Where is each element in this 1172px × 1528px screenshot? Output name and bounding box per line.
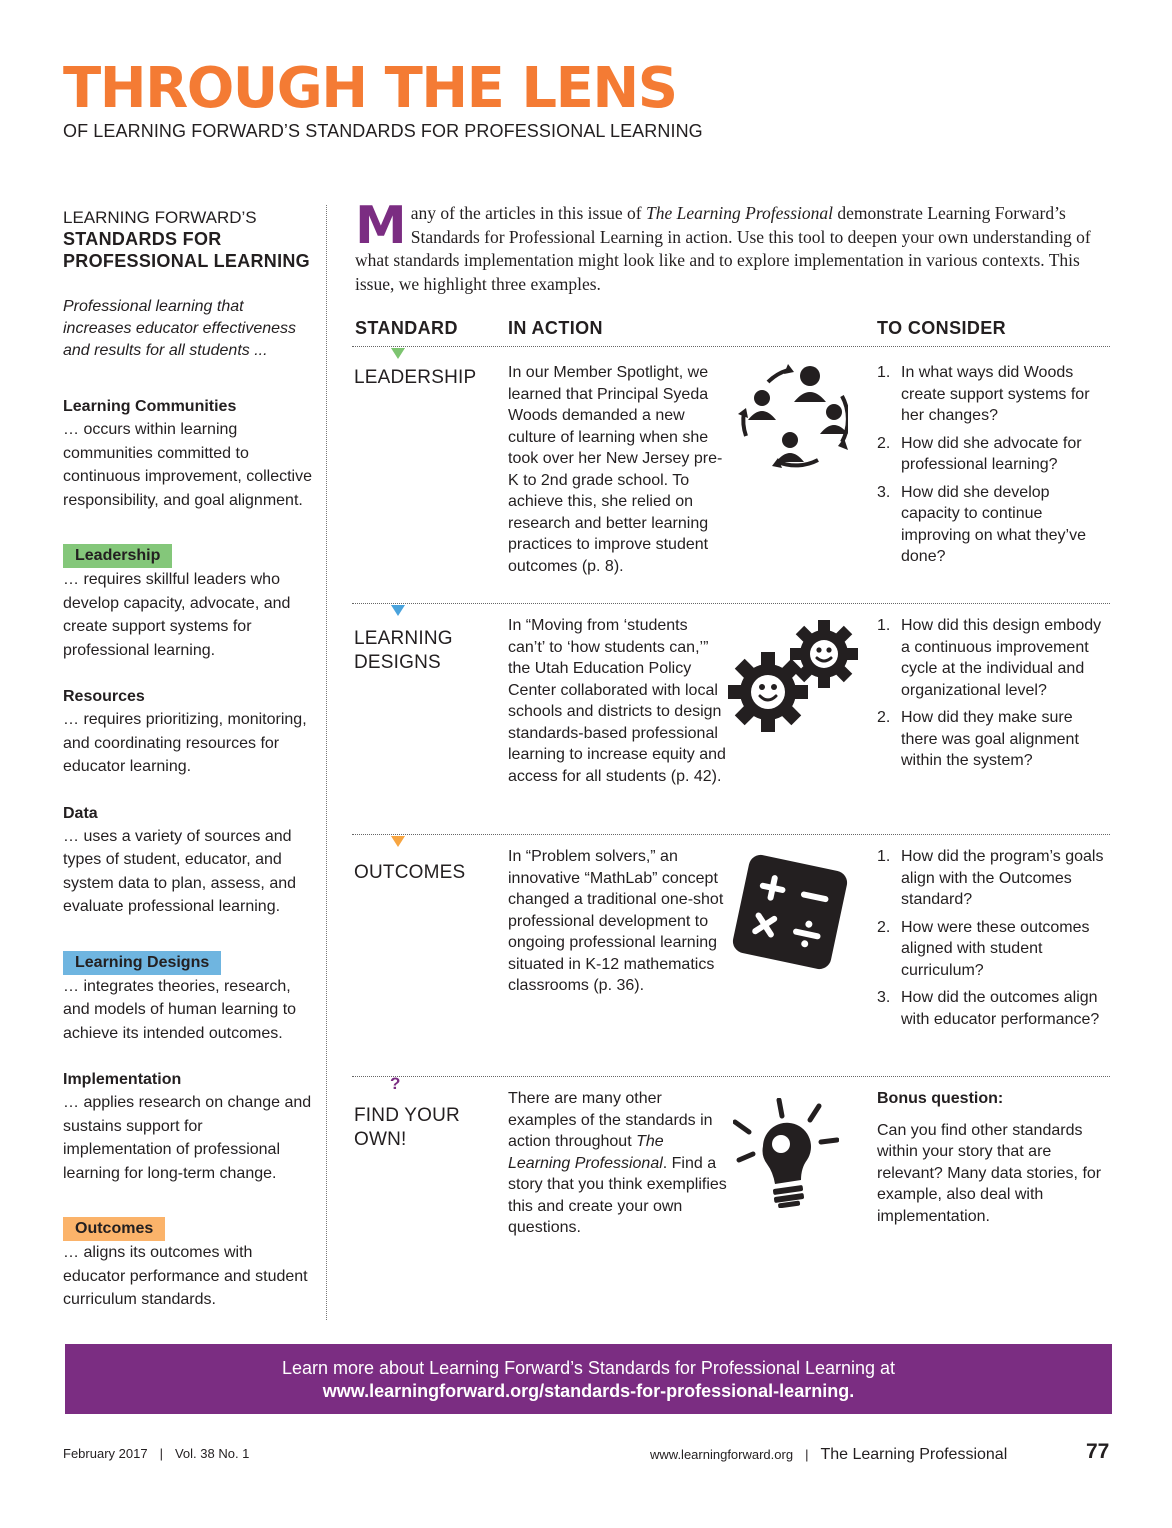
drop-cap: M (355, 196, 407, 256)
banner-text: Learn more about Learning Forward’s Standards for Professional Learning at (281, 1358, 896, 1378)
vertical-divider (326, 205, 327, 1320)
math-operations-icon (730, 852, 850, 977)
row-action-text: In “Moving from ‘students can’t’ to ‘how students can,’” the Utah Education Policy Center collaborated with local schools and districts to design standards-based professional learning to increase equity and access for all students (p. 42). (508, 617, 726, 785)
question-item: 2. How were these outcomes aligned with student curriculum? (877, 918, 1090, 979)
footer-date: February 2017 (63, 1446, 148, 1461)
lead-publication: The Learning Professional (645, 203, 833, 223)
standard-name-highlight: Leadership (63, 544, 172, 568)
footer-publication: The Learning Professional (820, 1446, 1008, 1463)
standard-name: Data (63, 804, 98, 822)
standard-name: Implementation (63, 1071, 182, 1088)
row-divider (352, 346, 1110, 347)
standard-leadership (63, 544, 315, 662)
bonus-question (877, 1088, 1107, 1227)
column-header-in-action: IN ACTION (508, 318, 603, 338)
row-action-text: In our Member Spotlight, we learned that Principal Syeda Woods demanded a new culture of learning when she took over her New Jersey pre-K to 2nd grade school. To achieve this, she relied on research and better learning practices to improve student outcomes (p. 8). (508, 364, 723, 575)
question-item: 1. How did this design embody a continuous improvement cycle at the individual and organizational level? (877, 617, 1102, 699)
standard-outcomes (63, 1217, 315, 1312)
question-item: 2. How did she advocate for professional learning? (877, 434, 1082, 473)
row-marker-triangle (391, 348, 405, 359)
gears-icon (728, 620, 858, 737)
lead-text-2: demonstrate Learning Forward’s Standards for Professional Learning in action. Use this tool to deepen your own understanding of what standards implementation might look like and to explore implementation in various contexts. This issue, we highlight three examples. (355, 203, 1091, 294)
people-cycle-icon (738, 362, 848, 473)
row-divider (352, 603, 1110, 604)
question-item: 1. How did the program’s goals align with the Outcomes standard? (877, 848, 1104, 908)
standard-name: Learning Communities (63, 398, 237, 415)
question-item: 3. How did the outcomes align with educator performance? (877, 989, 1100, 1028)
page-subtitle: OF LEARNING FORWARD’S STANDARDS FOR PROFESSIONAL LEARNING (63, 121, 703, 141)
standard-desc: … integrates theories, research, and models of human learning to achieve its intended outcomes. (63, 977, 297, 1042)
row-standard-find-your-own: FIND YOUR OWN! (354, 1105, 460, 1150)
row-marker-triangle (391, 605, 405, 616)
row-standard-learning-designs: LEARNING DESIGNS (354, 628, 453, 673)
sidebar-title-light: LEARNING FORWARD’S (63, 208, 257, 227)
standard-name-highlight: Learning Designs (63, 951, 221, 975)
column-header-to-consider: TO CONSIDER (877, 318, 1007, 338)
footer-url[interactable]: www.learningforward.org (650, 1447, 794, 1462)
sidebar-title-bold-2: PROFESSIONAL LEARNING (63, 251, 310, 271)
standard-desc: … requires skillful leaders who develop capacity, advocate, and create support systems for professional learning. (63, 571, 291, 659)
row-questions (877, 846, 1107, 1036)
sidebar-tagline: Professional learning that increases educator effectiveness and results for all students ... (63, 298, 297, 359)
page-title: THROUGH THE LENS (63, 56, 677, 121)
standard-resources (63, 686, 315, 779)
row-action-text: In “Problem solvers,” an innovative “MathLab” concept changed a traditional one-shot professional development to ongoing professional learning situated in K-12 mathematics classrooms (p. 36). (508, 848, 724, 994)
question-item: 2. How did they make sure there was goal alignment within the system? (877, 709, 1079, 769)
standard-learning-communities (63, 396, 315, 512)
page-header (63, 58, 703, 142)
row-questions (877, 615, 1107, 778)
standard-data (63, 803, 315, 919)
footer-left: February 2017 | Vol. 38 No. 1 (63, 1446, 250, 1461)
standard-implementation (63, 1069, 315, 1185)
question-item: 1. In what ways did Woods create support systems for her changes? (877, 364, 1090, 424)
footer-right: www.learningforward.org | The Learning Professional (650, 1446, 1008, 1463)
standard-name-highlight: Outcomes (63, 1217, 165, 1241)
row-action-text: There are many other examples of the standards in action throughout The Learning Professional. Find a story that you think exemplifies this and create your own questions. (508, 1090, 727, 1236)
lead-text-1: any of the articles in this issue of (410, 203, 646, 223)
standard-desc: … uses a variety of sources and types of student, educator, and system data to plan, assess, and evaluate professional learning. (63, 827, 297, 915)
standard-desc: … aligns its outcomes with educator performance and student curriculum standards. (63, 1244, 308, 1308)
bonus-title: Bonus question: (877, 1090, 1004, 1107)
row-marker-question: ? (390, 1074, 401, 1093)
standard-desc: … occurs within learning communities committed to continuous improvement, collective responsibility, and goal alignment. (63, 421, 313, 509)
page-number: 77 (1086, 1440, 1110, 1463)
standard-desc: … applies research on change and sustains support for implementation of professional learning for long-term change. (63, 1094, 312, 1182)
question-item: 3. How did she develop capacity to continue improving on what they’ve done? (877, 483, 1086, 565)
standard-name: Resources (63, 688, 145, 705)
standard-desc: … requires prioritizing, monitoring, and coordinating resources for educator learning. (63, 711, 307, 775)
footer-volume: Vol. 38 No. 1 (174, 1446, 250, 1461)
row-questions (877, 362, 1107, 574)
row-standard-leadership: LEADERSHIP (354, 367, 477, 388)
row-divider (352, 834, 1110, 835)
lightbulb-icon (733, 1098, 839, 1213)
row-marker-triangle (391, 836, 405, 847)
sidebar-title-bold-1: STANDARDS FOR (63, 229, 222, 249)
column-header-standard: STANDARD (355, 318, 458, 338)
row-divider (352, 1076, 1110, 1077)
row-standard-outcomes: OUTCOMES (354, 862, 466, 883)
lead-paragraph (355, 196, 1110, 296)
learn-more-banner (65, 1344, 1112, 1414)
bonus-text: Can you find other standards within your story that are relevant? Many data stories, for example, also deal with implementation. (877, 1121, 1102, 1225)
banner-url-link[interactable]: www.learningforward.org/standards-for-professional-learning. (322, 1381, 855, 1401)
standards-sidebar (63, 207, 315, 1312)
standard-learning-designs (63, 951, 315, 1046)
